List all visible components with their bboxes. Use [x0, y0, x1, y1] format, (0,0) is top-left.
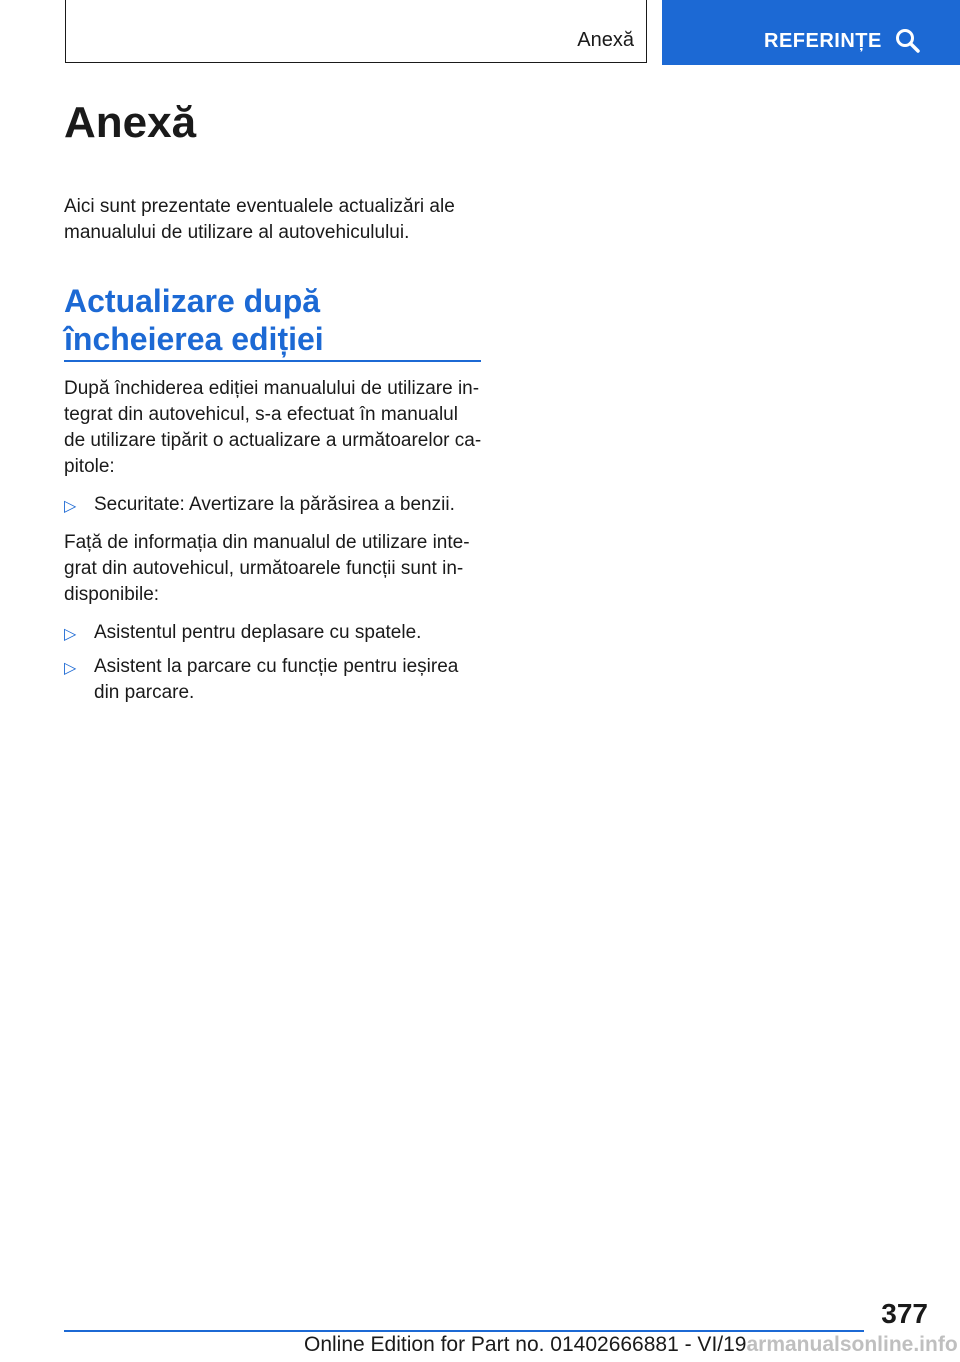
intro-paragraph: Aici sunt prezentate eventualele actualizări ale manualului de utilizare al autovehiculului.: [64, 196, 455, 243]
section-list-1: [64, 492, 484, 518]
list-item-text: Asistent la parcare cu funcție pentru ieșirea din parcare.: [94, 656, 459, 703]
page-title: Anexă: [64, 98, 197, 147]
bullet-triangle-icon: ▷: [64, 626, 77, 643]
section-body: [64, 376, 484, 718]
header-tab-label: REFERINȚE: [764, 30, 882, 52]
list-item-text: Asistentul pentru deplasare cu spatele.: [94, 622, 422, 643]
section-divider: [64, 360, 481, 362]
list-item: [64, 654, 484, 706]
search-icon[interactable]: [895, 28, 921, 54]
page-number: 377: [881, 1298, 928, 1329]
list-item: [64, 620, 484, 646]
footer-edition-text: Online Edition for Part no. 01402666881 - VI/19: [304, 1333, 747, 1356]
footer-edition: [304, 1333, 958, 1357]
footer-divider: [64, 1330, 864, 1332]
header-section-label: Anexă: [577, 29, 634, 51]
section-paragraph-2: Față de informația din manualul de utilizare integrat din autovehicul, următoarele funcții sunt indisponibile:: [64, 532, 470, 605]
bullet-triangle-icon: ▷: [64, 660, 77, 677]
list-item: [64, 492, 484, 518]
header-section-box: [65, 0, 647, 63]
bullet-triangle-icon: ▷: [64, 498, 77, 515]
section-list-2: [64, 620, 484, 706]
section-paragraph-1: După închiderea ediției manualului de utilizare integrat din autovehicul, s-a efectuat în manualul de utilizare tipărit o actualizare a următoarelor capitole:: [64, 378, 482, 477]
footer-watermark: armanualsonline.info: [746, 1333, 958, 1356]
header-references-tab[interactable]: [662, 0, 960, 65]
section-title: Actualizare după încheierea ediției: [64, 283, 324, 357]
list-item-text: Securitate: Avertizare la părăsirea a benzii.: [94, 494, 455, 515]
